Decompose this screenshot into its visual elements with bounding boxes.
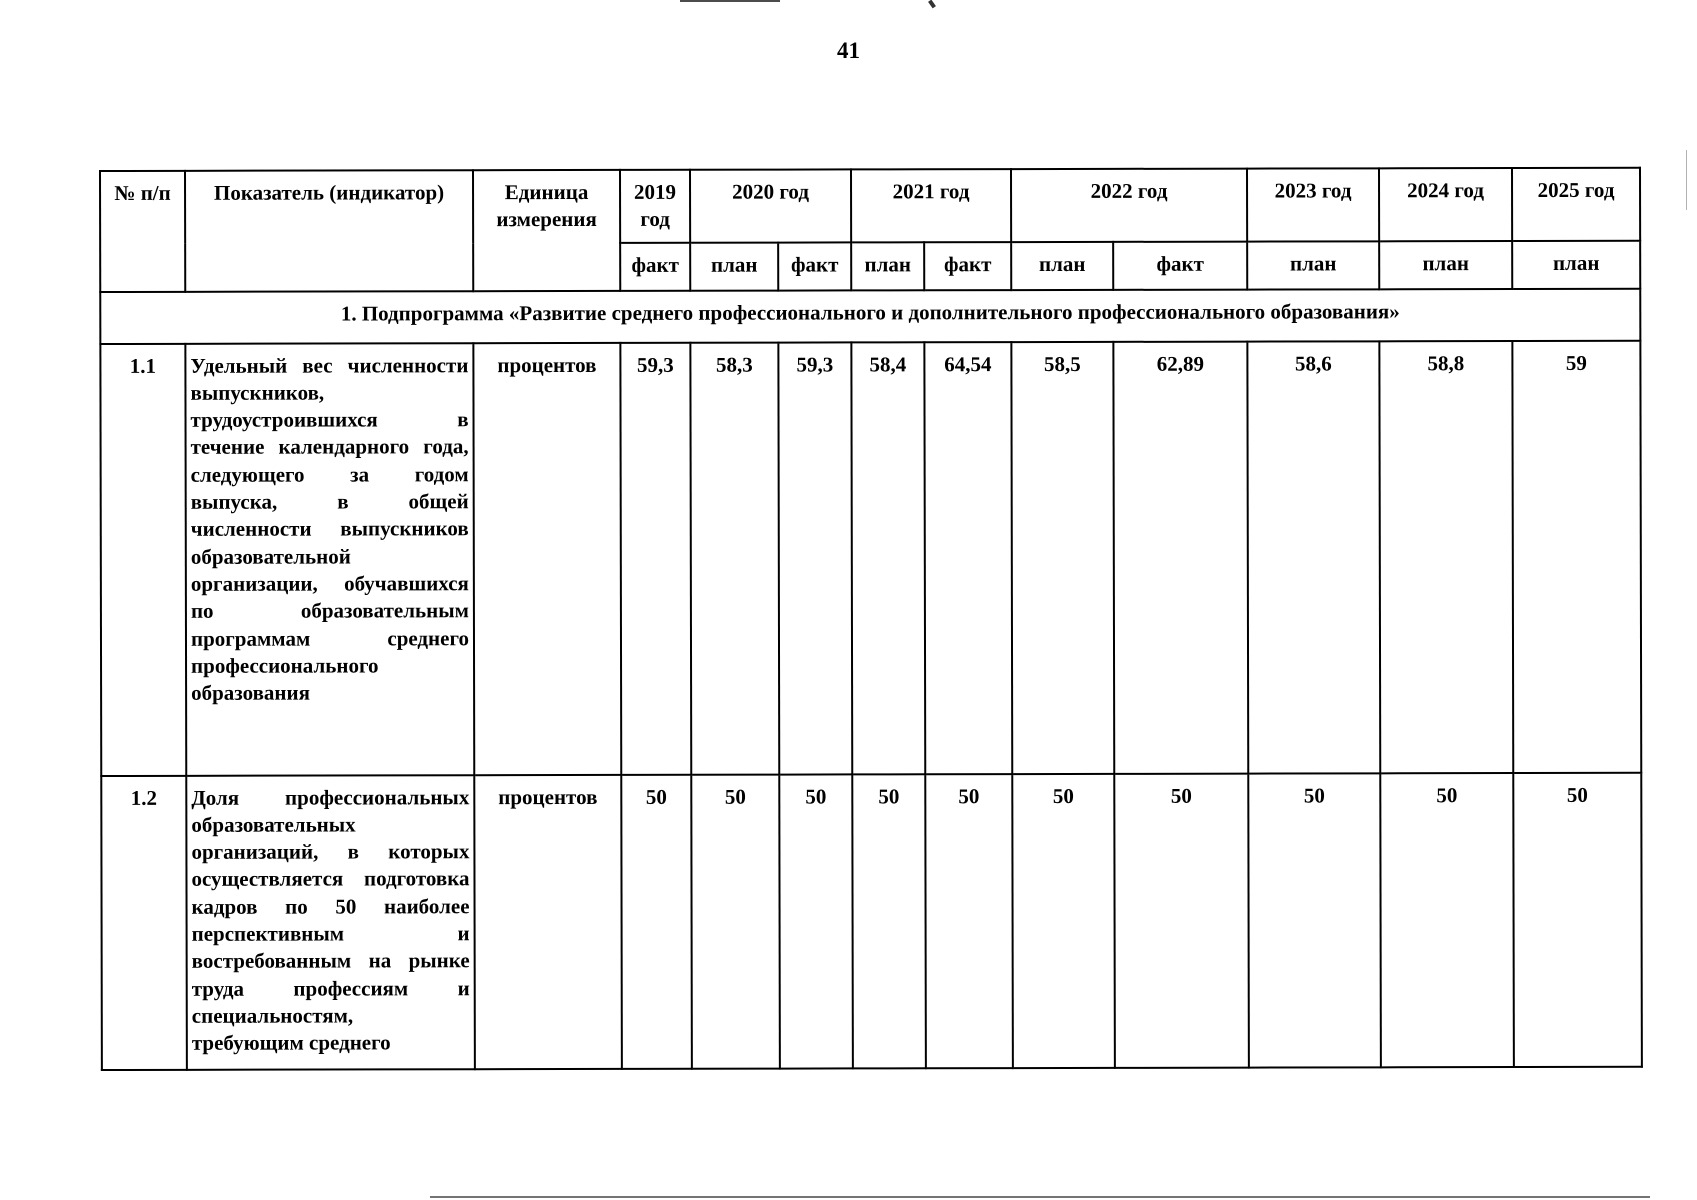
value-cell: 50 <box>779 774 853 1068</box>
value-cell: 64,54 <box>924 342 1012 774</box>
scan-artifact-bottom <box>430 1196 1650 1198</box>
header-row <box>100 168 1640 244</box>
header-year-2019: 2019 год <box>620 170 690 243</box>
subheader-2020-plan: план <box>690 242 778 290</box>
scan-artifact-right <box>1686 150 1687 210</box>
subheader-2025-plan: план <box>1512 240 1640 288</box>
value-cell: 59,3 <box>778 342 852 774</box>
value-cell: 50 <box>1380 773 1514 1067</box>
subheader-2021-plan: план <box>851 242 924 290</box>
header-year-2025: 2025 год <box>1512 168 1640 241</box>
value-cell: 50 <box>852 774 926 1068</box>
scan-artifact-top-mark <box>928 0 936 8</box>
header-indicator: Показатель (индикатор) <box>185 170 473 291</box>
value-cell: 58,5 <box>1011 341 1114 773</box>
value-cell: 58,4 <box>851 342 925 774</box>
value-cell: 50 <box>621 774 692 1068</box>
unit-cell: процентов <box>474 775 622 1069</box>
unit-cell: процентов <box>473 343 621 775</box>
section-row <box>100 288 1640 343</box>
value-cell: 50 <box>1248 773 1381 1067</box>
value-cell: 50 <box>691 774 780 1068</box>
row-number: 1.1 <box>100 343 186 775</box>
header-num: № п/п <box>100 171 185 292</box>
value-cell: 59 <box>1512 340 1641 772</box>
header-year-2022: 2022 год <box>1011 169 1247 242</box>
table-row <box>101 772 1642 1069</box>
value-cell: 58,3 <box>690 342 779 774</box>
header-year-2023: 2023 год <box>1247 168 1379 241</box>
subheader-2024-plan: план <box>1379 241 1512 289</box>
value-cell: 59,3 <box>620 342 691 774</box>
header-unit: Единица измерения <box>473 170 620 291</box>
header-year-2024: 2024 год <box>1379 168 1512 241</box>
subheader-2022-fact: факт <box>1113 241 1247 289</box>
value-cell: 50 <box>925 774 1013 1068</box>
subheader-2019-fact: факт <box>620 242 690 290</box>
section-title: 1. Подпрограмма «Развитие среднего профессионального и дополнительного профессионального образования» <box>100 288 1640 343</box>
page-number: 41 <box>837 38 860 63</box>
value-cell: 50 <box>1012 773 1115 1067</box>
value-cell: 50 <box>1114 773 1249 1067</box>
header-year-2020: 2020 год <box>690 169 851 242</box>
subheader-2020-fact: факт <box>778 242 851 290</box>
subheader-2022-plan: план <box>1011 241 1113 289</box>
indicator-text: Доля профессиональных образовательных организаций, в которых осуществляется подготовка кадров по 50 наиболее перспективным и востребованным на рынке труда профессиям и специальностям, требующим среднего <box>186 775 475 1070</box>
header-year-2021: 2021 год <box>851 169 1011 242</box>
value-cell: 62,89 <box>1113 341 1248 773</box>
subheader-2023-plan: план <box>1247 241 1379 289</box>
scan-artifact-top <box>680 0 780 2</box>
row-number: 1.2 <box>101 775 187 1069</box>
indicator-text: Удельный вес численности выпускников, трудоустроившихся в течение календарного года, следующего за годом выпуска, в общей численности выпускников образовательной организации, обучавшихся по образовательным программам среднего профессионального образования <box>185 343 474 776</box>
value-cell: 58,6 <box>1247 341 1380 773</box>
value-cell: 58,8 <box>1379 341 1513 773</box>
subheader-2021-fact: факт <box>924 242 1011 290</box>
indicators-table <box>99 167 1643 1071</box>
table-row <box>100 340 1641 775</box>
value-cell: 50 <box>1513 772 1642 1066</box>
